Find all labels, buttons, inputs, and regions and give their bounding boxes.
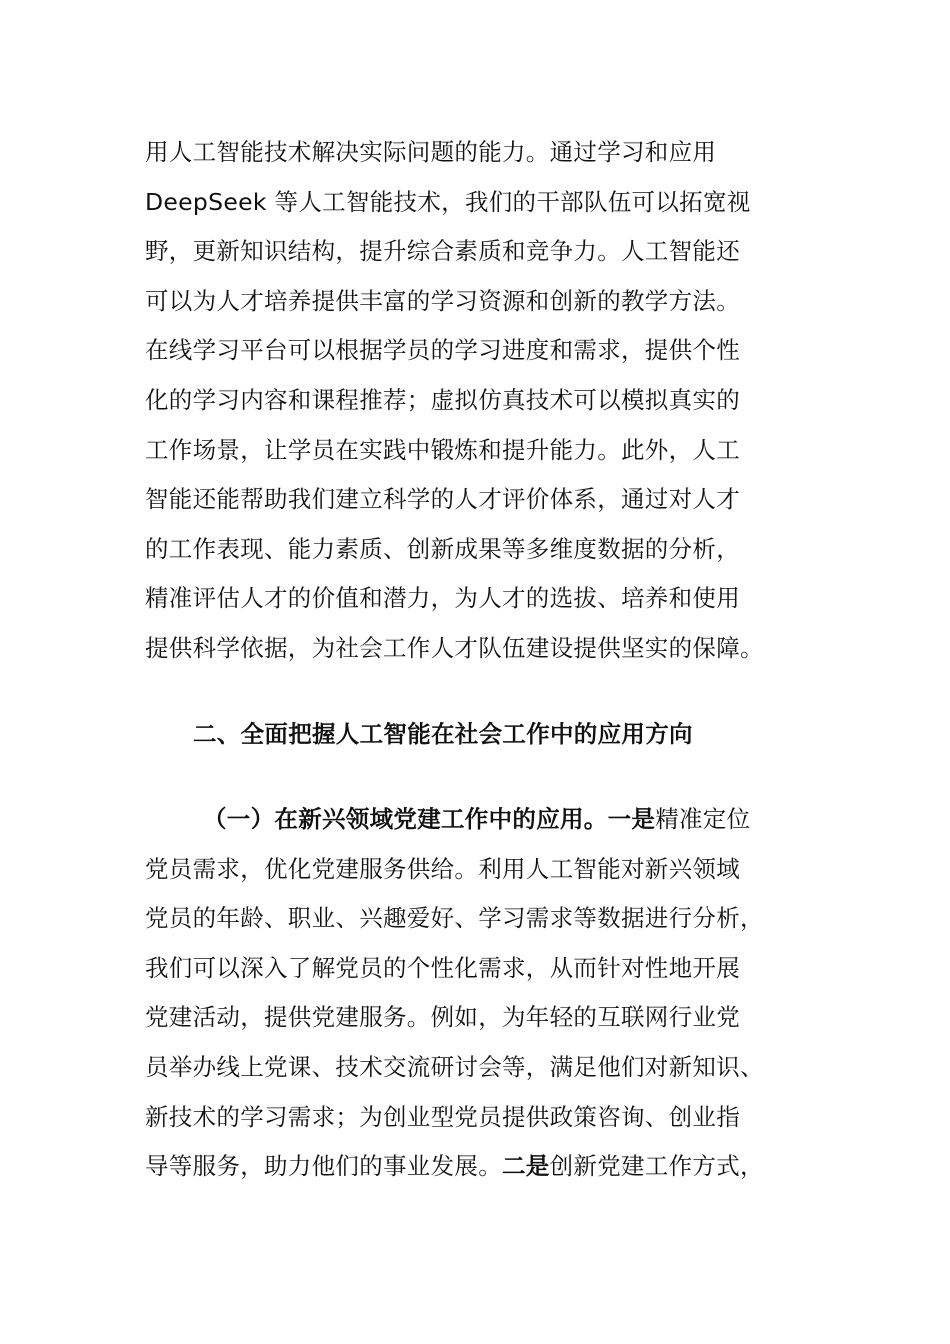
text-line: 新技术的学习需求；为创业型党员提供政策咨询、创业指	[145, 1102, 740, 1131]
text-line: 精准评估人才的价值和潜力，为人才的选拔、培养和使用	[145, 584, 740, 613]
subsection-title: （一）在新兴领域党建工作中的应用。一是	[203, 805, 656, 833]
paragraph-1	[145, 133, 825, 679]
text-line: 可以为人才培养提供丰富的学习资源和创新的教学方法。	[145, 286, 740, 315]
text-line: 野，更新知识结构，提升综合素质和竞争力。人工智能还	[145, 237, 740, 266]
text-line: 我们可以深入了解党员的个性化需求，从而针对性地开展	[145, 953, 740, 982]
text-run: 导等服务，助力他们的事业发展。	[145, 1152, 502, 1181]
text-line: 工作场景，让学员在实践中锻炼和提升能力。此外，人工	[145, 435, 740, 464]
paragraph-2	[145, 800, 825, 1197]
text-line: DeepSeek 等人工智能技术，我们的干部队伍可以拓宽视	[145, 187, 751, 216]
text-line: 在线学习平台可以根据学员的学习进度和需求，提供个性	[145, 336, 740, 365]
text-line: 用人工智能技术解决实际问题的能力。通过学习和应用	[145, 138, 717, 166]
text-line: 提供科学依据，为社会工作人才队伍建设提供坚实的保障。	[145, 633, 764, 662]
text-line: 党建活动，提供党建服务。例如，为年轻的互联网行业党	[145, 1003, 740, 1032]
text-run: 创新党建工作方式，	[549, 1152, 764, 1181]
section-heading: 二、全面把握人工智能在社会工作中的应用方向	[193, 720, 693, 748]
text-line-first	[145, 800, 825, 850]
text-line: 化的学习内容和课程推荐；虚拟仿真技术可以模拟真实的	[145, 385, 740, 414]
text-line: 党员需求，优化党建服务供给。利用人工智能对新兴领域	[145, 854, 740, 883]
text-run: 精准定位	[655, 805, 751, 833]
text-line-last	[145, 1147, 825, 1197]
text-line: 党员的年龄、职业、兴趣爱好、学习需求等数据进行分析，	[145, 904, 764, 933]
text-line: 员举办线上党课、技术交流研讨会等，满足他们对新知识、	[145, 1052, 764, 1081]
text-line: 智能还能帮助我们建立科学的人才评价体系，通过对人才	[145, 485, 740, 514]
emphasis-text: 二是	[502, 1152, 550, 1181]
text-line: 的工作表现、能力素质、创新成果等多维度数据的分析，	[145, 534, 740, 563]
